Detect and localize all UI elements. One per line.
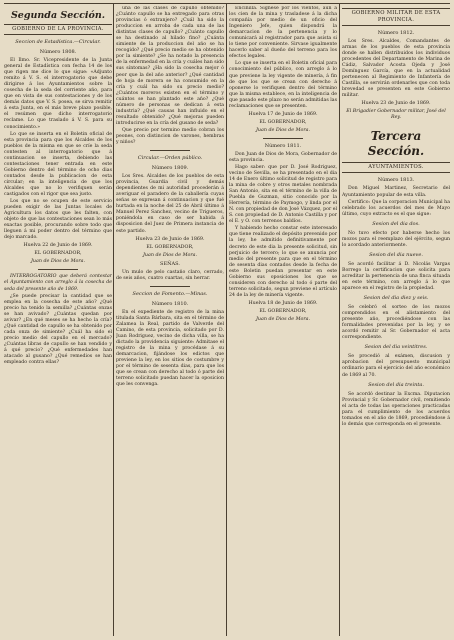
government-heading: GOBIERNO MILITAR DE ESTA PROVINCIA.: [342, 8, 450, 26]
signature-title: EL GOBERNADOR,: [34, 251, 82, 257]
paragraph: ¿Se puede precisar la cantidad que se emplea en la cosecha de este año? ¿Qué precio ha tenido la semilla? ¿Cuántas onzas se han avivado? ¿Cuántas quedan por avivar? ¿En qué meses se ha hecho la cría? ¿Qué cantidad de capullo se ha obtenido por cada onza de simiente? ¿Cuál ha sido el precio medio del capullo en el mercado? ¿Cuántas libras de capullo se han vendido y á qué precio? ¿Qué enfermedades han atacado al gusano? ¿Qué remedios se han empleado contra ellas?: [4, 293, 112, 366]
signature-name: Juan de Dios de Mora.: [30, 259, 86, 265]
column-divider: [113, 4, 114, 636]
paragraph: Un mulo de pelo castaño claro, cerrado, de seis años, cuatro cuartas, sin herrar.: [116, 269, 224, 281]
notice-number: Número 1811.: [264, 142, 302, 149]
notice-number: Número 1808.: [39, 49, 77, 55]
signature-name: El Brigadier Gobernador militar, José del Rey.: [346, 109, 446, 121]
notice-number: Número 1813.: [377, 177, 415, 184]
paragraph: Los Sres. Alcaldes de los pueblos de esta provincia, Guardia civil y demás dependientes de mi autoridad procederán á averiguar el paradero de la caballería cuyas señas se expresan á continuacion y que fué hurtada en la noche del 25 de Abril último á Manuel Perez Sanchez, vecino de Trigueros, poniéndola en caso de ser habida á disposicion del Juez de Primera instancia de este partido.: [116, 174, 224, 234]
date-line: Huelva 22 de Junio de 1869.: [23, 243, 93, 249]
column-divider: [339, 4, 340, 636]
paragraph: El Ilmo. Sr. Vicepresidente de la Junta general de Estadística con fecha 14 de los que rigen me dice lo que sigue: «Adjunto remito á V. S. el interrogatorio que debe dirigirse á los Ayuntamientos sobre la cosecha de la seda del corriente año, para que en vista de sus contestaciones y de los demás datos que V. S. posea, se sirva remitir á esta Junta, en el más breve plazo posible, el resúmen que dicho interrogatorio reclame. Lo que traslado á V. S. para su conocimiento.»: [4, 58, 112, 130]
signature-name: Juan de Dios de Mora.: [255, 316, 311, 322]
separator: [263, 138, 303, 139]
section-heading: Segunda Sección.: [10, 10, 106, 21]
signature-name: Juan de Dios de Mora.: [142, 252, 198, 258]
paragraph: Se procedió al exámen, discusion y aprobacion del presupuesto municipal ordinario para el ejercicio del año económico de 1869 al 70.: [342, 354, 450, 378]
session-heading: Sesion del dia dos.: [372, 220, 420, 227]
session-heading: Sesion del dia diez y seis.: [363, 295, 429, 302]
paragraph: Lo que se inserta en el Boletin oficial para conocimiento del público, con arreglo á lo que previene la ley vigente de minería, á fin de que los que se crean con derecho á oponerse lo verifiquen dentro del término que la misma establece, en la inteligencia de que pasado este plazo no serán admitidas las reclamaciones que se presenten.: [229, 61, 337, 109]
paragraph: Se acordó facilitar á D. Nicolás Vargas Borrego la certificacion que solicita para acreditar la pertenencia de una finca situada en este término, con arreglo á lo que aparece en el registro de la propiedad.: [342, 261, 450, 292]
notice-number: Número 1810.: [151, 300, 189, 307]
paragraph: Que precio por termino medio cobran los peones, con distincion de varones, hembras y niños?: [116, 127, 224, 146]
paragraph: Los Sres. Alcaldes, Comandantes de armas de los pueblos de esta provincia donde se hallen distribuidos los individuos procedentes del Departamento de Marina de Cádiz, Salvador Acosta Ojeda y José Domínguez García, que en la actualidad pertenecen al Regimiento de Infantería de Castilla, se servirán ordenarles que con toda brevedad se presenten en este Gobierno militar.: [342, 39, 450, 99]
date-line: Huelva 23 de Junio de 1869.: [135, 236, 205, 242]
paragraph: Los que no se ocupen de este servicio pueden exigir de las Juntas locales de Agricultura los datos que les falten, con objeto de que las contestaciones sean lo más exactas posible, procurando sobre todo que lleguen á mi poder dentro del término que dejo marcado.: [4, 199, 112, 241]
paragraph: Encinilla. Sígnese por los vientos, aun á los cien de la mina y trasladese á la dicha compañía por medio de un oficio del Ingeniero Jefe, quien dispondrá la demarcacion de la pertenencia y lo comunicará al registrador para que asista si lo tiene por conveniente. Sirvase igualmente hacerlo saber al dueño del terreno para los efectos legales.: [229, 6, 337, 60]
paragraph: Don Juan de Dios de Mora, Gobernador de esta provincia.: [229, 151, 337, 163]
column-3: [229, 6, 337, 636]
session-heading: Sesion del dia veintitres.: [364, 344, 428, 351]
subsection-heading: Seccion de Fomento.—Minas.: [132, 290, 208, 297]
top-rule: [4, 3, 450, 4]
subsection-heading: Seccion de Estadística.—Circular.: [15, 39, 101, 45]
paragraph: Lo que se inserta en el Boletin oficial de esta provincia para que los Alcaldes de los pueblos de la misma en que se críe la seda contesten al interrogatorio que á continuacion se inserta, debiendo las contestaciones tener entrada en este Gobierno dentro del término de ocho dias contados desde la publicacion de esta circular; en la inteligencia de que los Alcaldes que no lo verifiquen serán castigados con el rigor que sea justo.: [4, 131, 112, 198]
separator: [150, 286, 190, 287]
paragraph: una de las clases de capullo obtenido? ¿Cuánto capullo se ha entregado para otras provincias ó extranjero? ¿Cuál ha sido la produccion en arroba de cada una de las distintas clases de capullo? ¿Cuánto capullo se ha destinado al hilado fino? ¿Cuánta simiente de la produccion del año se ha recogido? ¿Qué precio medio se ha obtenido por la simiente? ¿Se ha notado la presencia de la enfermedad en la cría y cuáles han sido sus síntomas? ¿Ha sido la cosecha mejor ó peor que la del año anterior? ¿Qué cantidad de hoja de morera se ha consumido en la cría y cuál ha sido su precio medio? ¿Cuántos moreros existen en el término y cuántos se han plantado este año? ¿Qué número de personas se dedican á esta industria? ¿Qué causas han influido en el resultado obtenido? ¿Qué mejoras pueden introducirse en la cría del gusano de seda?: [116, 6, 224, 126]
ayuntamientos-heading: AYUNTAMIENTOS.: [342, 162, 450, 173]
senas-heading: SEÑAS.: [160, 260, 180, 267]
signature-title: EL GOBERNADOR,: [146, 244, 194, 250]
interrogatory-heading: INTERROGATORIO que deberá contestar el Ayuntamiento con arreglo á la cosecha de seda del presente año de 1869.: [4, 274, 112, 292]
separator: [150, 150, 190, 151]
signature-title: EL GOBERNADOR,: [259, 308, 307, 314]
paragraph: Se celebró el sorteo de los mozos comprendidos en el alistamiento del presente año, procediéndose con las formalidades prevenidas por la ley, y se acordó remitir al Sr. Gobernador el acta correspondiente.: [342, 305, 450, 341]
paragraph: Hago saber: que por D. José Rodriguez, vecino de Sevilla, se ha presentado en el dia 14 de Enero último solicitud de registro para la mina de cobre y otros metales nombrada San Antonio, sita en el término de la villa de Puebla de Guzman, sitio conocido por la Herrería, término de Paymogo, y linda por el N. con propiedad de don José Vázquez, por el S. con propiedad de D. Antonio Castilla y por el E. y O. con terrenos baldíos.: [229, 164, 337, 225]
column-2: [116, 6, 224, 636]
session-heading: Sesion del dia treinta.: [368, 381, 424, 388]
session-heading: Sesion del dia nueve.: [369, 251, 423, 258]
notice-number: Número 1812.: [377, 30, 415, 36]
paragraph: Don Miguel Martinez, Secretario del Ayuntamiento popular de esta villa.: [342, 186, 450, 198]
government-heading: GOBIERNO DE LA PROVINCIA.: [4, 24, 112, 35]
signature-title: EL GOBERNADOR,: [259, 119, 307, 125]
section-heading: Tercera Sección.: [367, 129, 425, 159]
column-1: [4, 6, 112, 636]
paragraph: No tuvo efecto por haberse hecho los mozos para el reemplazo del ejército, segun lo acordado anteriormente.: [342, 230, 450, 248]
paragraph: En el expediente de registro de la mina titulada Santa Bárbara, sita en el término de Zalamea la Real, partido de Valverde del Camino, de esta provincia, solicitado por D. Juan Rodriguez, vecino de dicha villa, se ha dictado la providencia siguiente: Admitase el registro de la mina y procédase á su demarcacion, fijándose los edictos que previene la ley, en los sitios de costumbre y por el término de sesenta dias, para que los que se crean con derecho al todo ó parte del terreno solicitado puedan hacer la oposicion que les convenga.: [116, 309, 224, 388]
subsection-heading: Circular.—Orden público.: [137, 155, 203, 162]
date-line: Huelva 18 de Junio de 1869.: [248, 300, 318, 306]
notice-number: Número 1809.: [151, 165, 189, 172]
paragraph: Y habiendo hecho constar este interesado que tiene realizado el depósito prevenido por la ley, he admitido definitivamente por decreto de este dia la presente solicitud, sin perjuicio de tercero; lo que se anuncia por medio del presente para que en el término de sesenta dias contados desde la fecha de este Boletin puedan presentar en este Gobierno sus oposiciones los que se consideren con derecho al todo ó parte del terreno solicitado, segun previene el artículo 24 de la ley de minería vigente.: [229, 226, 337, 298]
paragraph: Certifico: Que la corporacion Municipal ha celebrado los acuerdos del mes de Mayo último, cuyo extracto es el que sigue:: [342, 199, 450, 217]
column-divider: [226, 4, 227, 636]
paragraph: Se acordó destinar la Excma. Diputacion Provincial y Sr. Gobernador civil, remitiendo el acta de todas las operaciones practicadas para el cumplimiento de los acuerdos tomados en el año de 1869, procediéndose á lo demás que corresponda en el presente.: [342, 391, 450, 427]
date-line: Huelva 17 de Junio de 1869.: [248, 111, 318, 117]
column-4: [342, 6, 450, 636]
date-line: Huelva 23 de Junio de 1869.: [361, 101, 431, 107]
separator: [38, 269, 78, 270]
signature-name: Juan de Dios de Mora.: [255, 127, 311, 133]
